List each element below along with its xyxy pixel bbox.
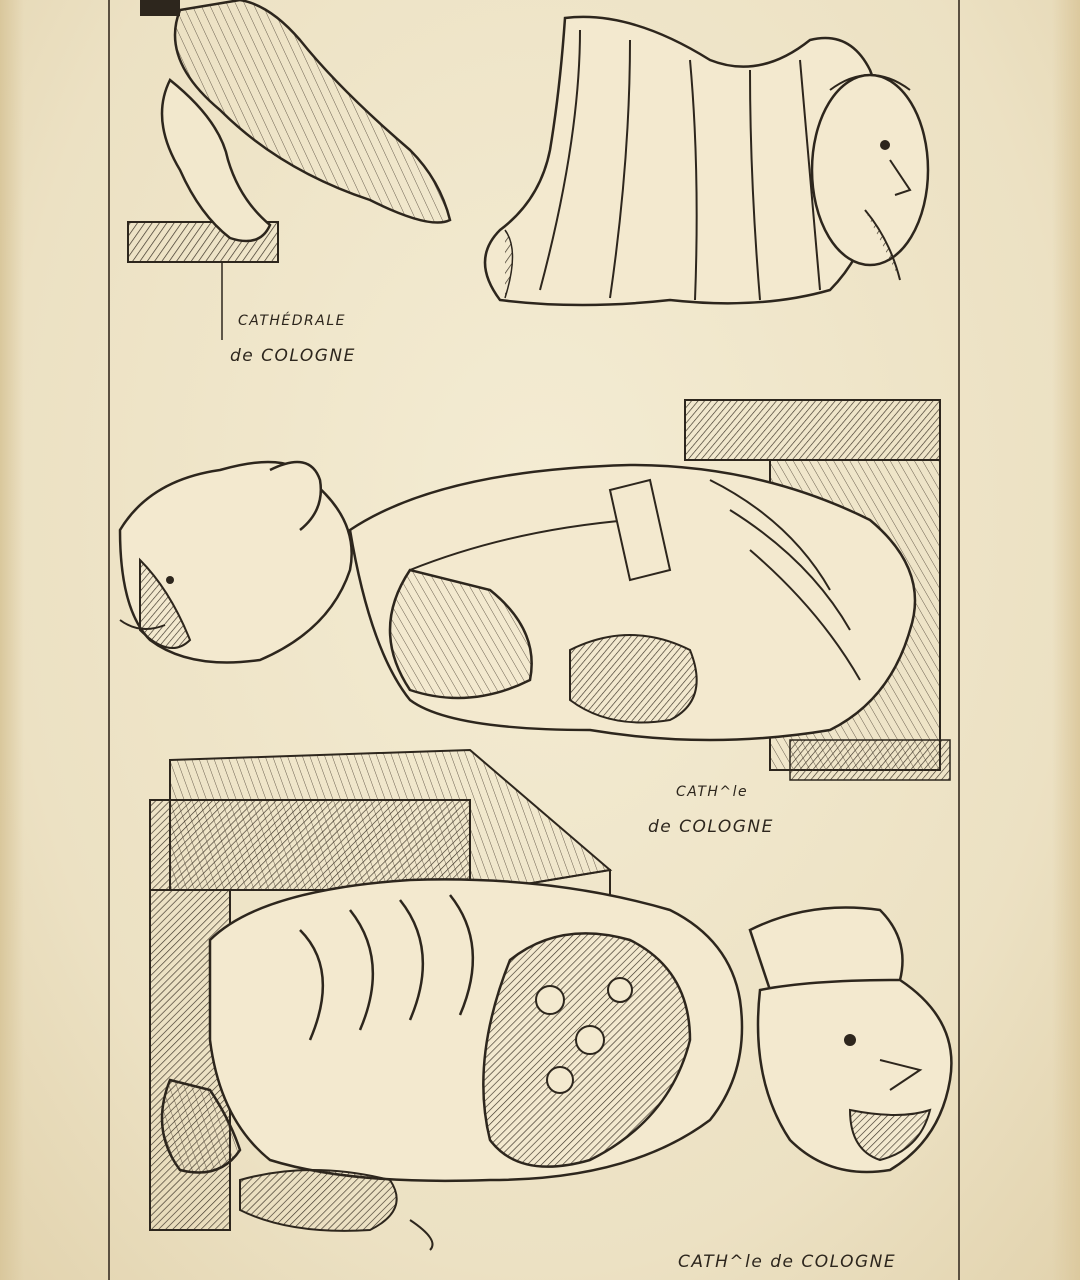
plate-1-caption-line2: de COLOGNE — [230, 346, 356, 366]
plate-1-illustration — [110, 0, 958, 340]
plate-2-caption-line2: de COLOGNE — [648, 817, 774, 837]
plate-3-caption: CATH^le de COLOGNE — [678, 1252, 897, 1272]
frame-line-right — [958, 0, 960, 1280]
plate-1-caption-line1: CATHÉDRALE — [238, 313, 346, 329]
plate-3-illustration — [110, 740, 958, 1250]
page-edge-right — [1052, 0, 1080, 1280]
plate-2-illustration — [110, 370, 958, 790]
plate-2-caption-line1: CATH^le — [676, 784, 749, 800]
page-edge-left — [0, 0, 24, 1280]
